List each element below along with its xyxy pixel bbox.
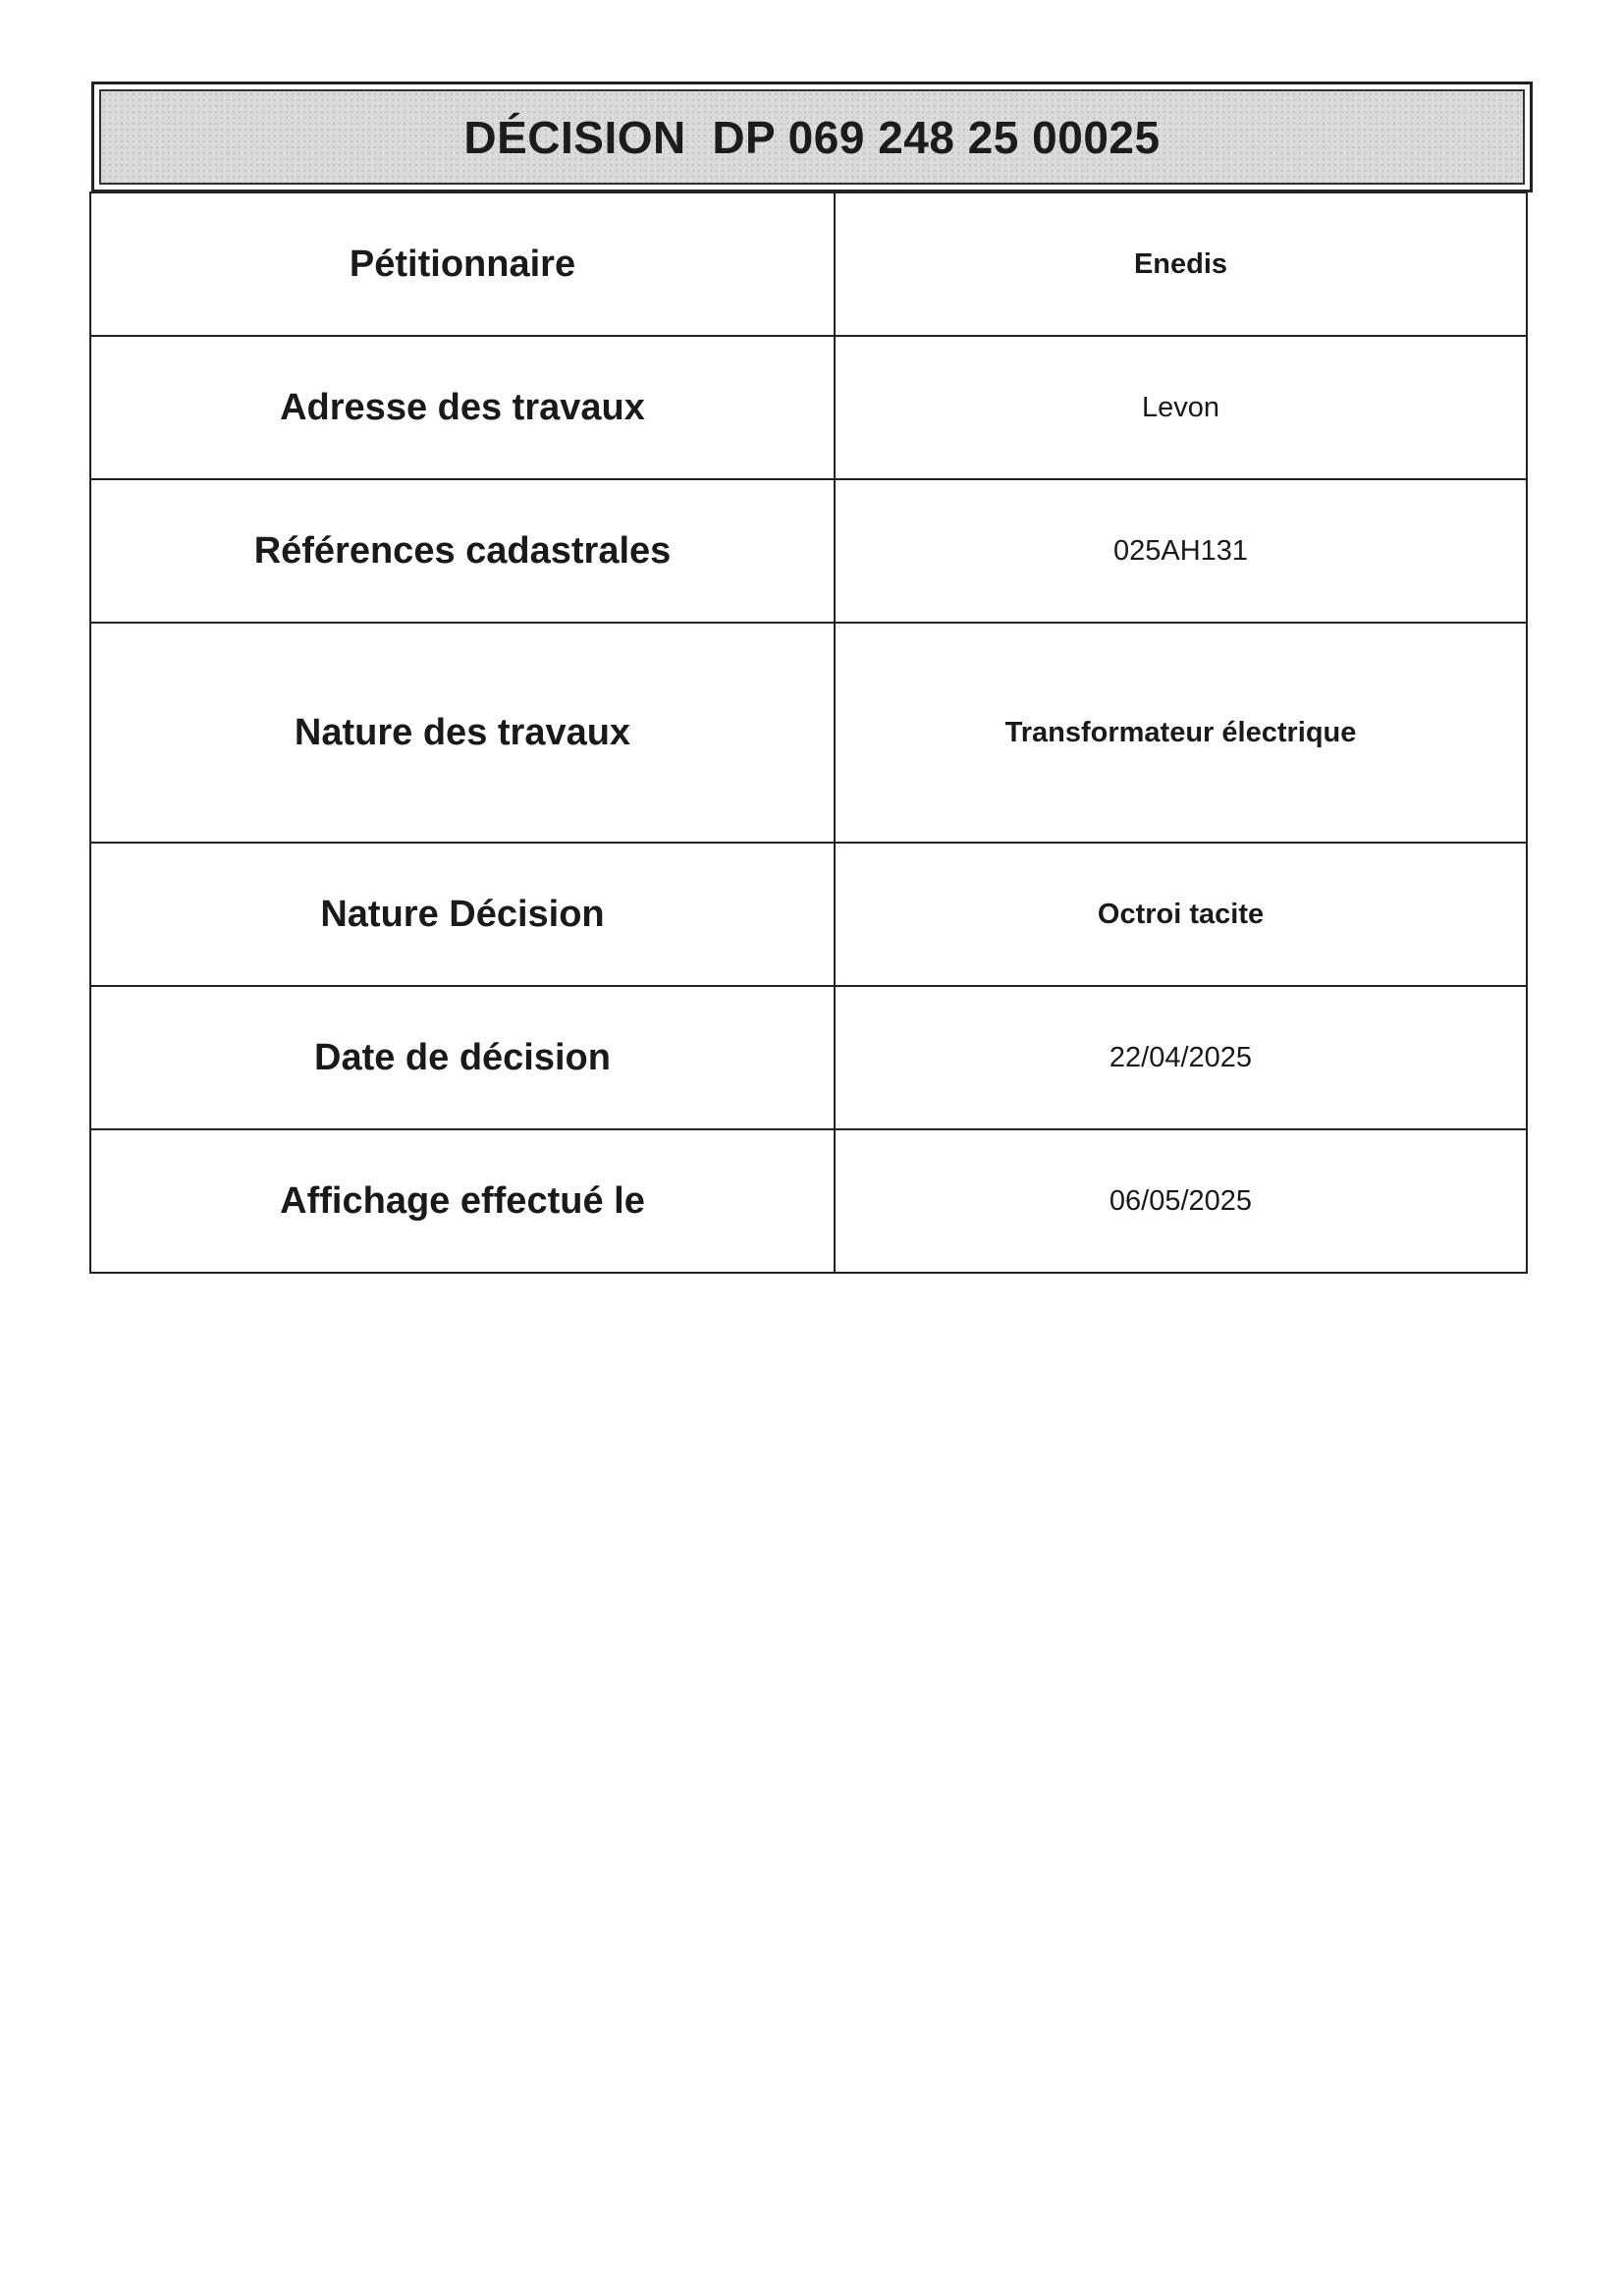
decision-title: DÉCISION DP 069 248 25 00025 (463, 111, 1161, 163)
table-row-nature-travaux (90, 623, 1527, 843)
row-value: 22/04/2025 (835, 986, 1527, 1129)
decision-title-box (91, 82, 1533, 192)
table-row-adresse (90, 336, 1527, 479)
row-value: Levon (835, 336, 1527, 479)
row-label: Date de décision (90, 986, 835, 1129)
row-label: Nature Décision (90, 843, 835, 986)
table-row-nature-decision (90, 843, 1527, 986)
row-label: Références cadastrales (90, 479, 835, 623)
table-row-affichage (90, 1129, 1527, 1273)
row-value: Enedis (835, 192, 1527, 336)
decision-info-table (89, 191, 1528, 1274)
table-row-date-decision (90, 986, 1527, 1129)
table-row-references (90, 479, 1527, 623)
row-value: Octroi tacite (835, 843, 1527, 986)
row-value: 025AH131 (835, 479, 1527, 623)
row-value: Transformateur électrique (835, 623, 1527, 843)
row-label: Adresse des travaux (90, 336, 835, 479)
row-value: 06/05/2025 (835, 1129, 1527, 1273)
row-label: Pétitionnaire (90, 192, 835, 336)
row-label: Nature des travaux (90, 623, 835, 843)
table-row-petitionnaire (90, 192, 1527, 336)
row-label: Affichage effectué le (90, 1129, 835, 1273)
decision-title-band (99, 89, 1525, 185)
